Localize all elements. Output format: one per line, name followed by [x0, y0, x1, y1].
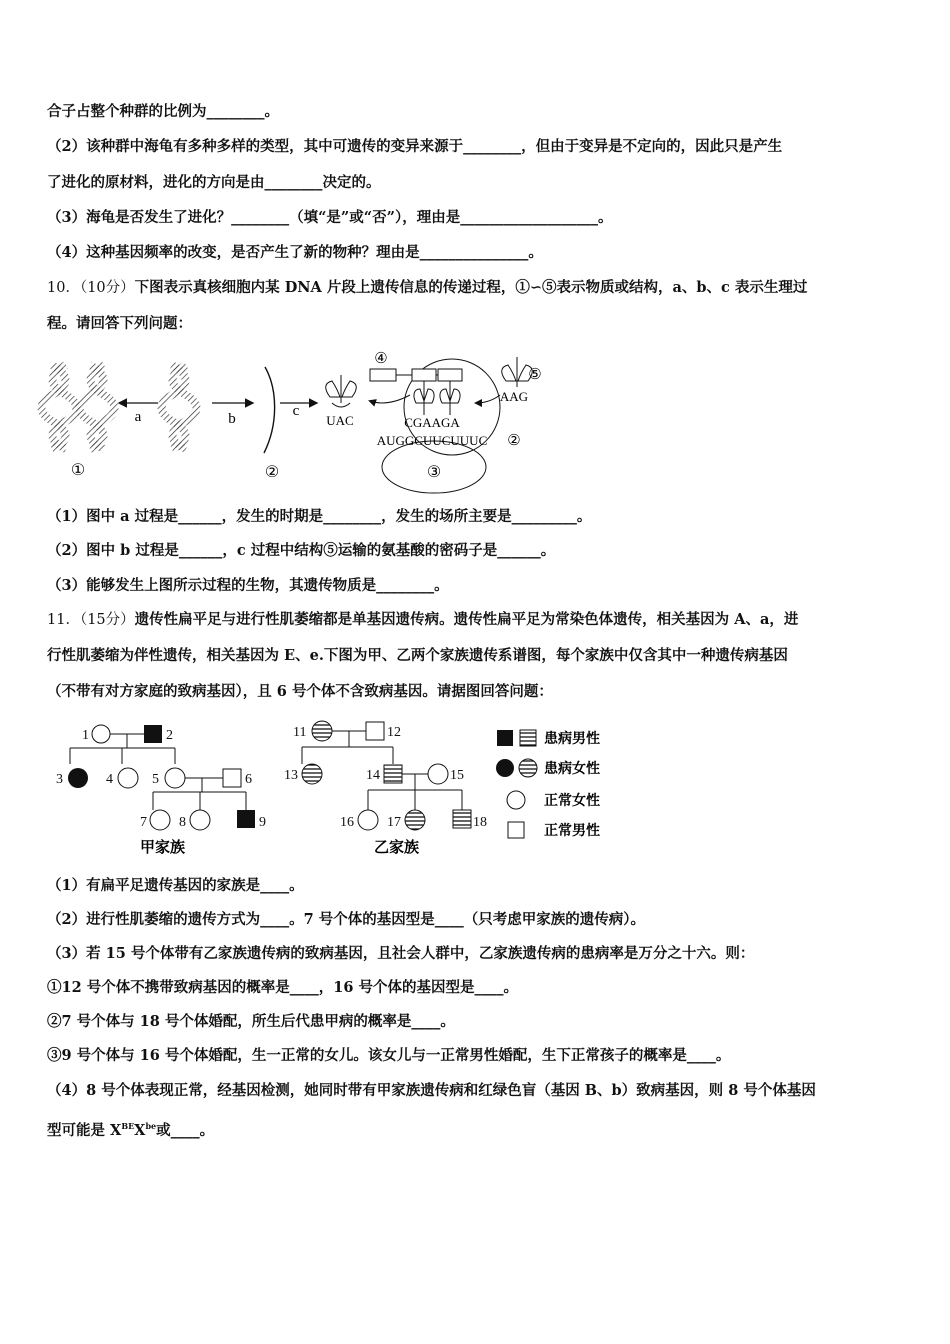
id-16: 16: [340, 815, 354, 830]
dna-helix-middle: [162, 365, 197, 449]
label-c: c: [292, 403, 300, 419]
q11-stem1: 遗传性扁平足与进行性肌萎缩都是单基因遗传病。遗传性扁平足为常染色体遗传，相关基因为 A、a，进: [134, 611, 799, 628]
individual-11: [312, 721, 332, 741]
pedigree-figure: [50, 712, 630, 862]
label-num3: ③: [426, 464, 442, 481]
genotype-sup-1: BE: [121, 1121, 135, 1131]
q9-line2: 了进化的原材料，进化的方向是由________决定的。: [47, 174, 381, 191]
individual-8: [190, 810, 210, 830]
q10-sub2: （2）图中 b 过程是______，c 过程中结构⑤运输的氨基酸的密码子是______。: [47, 542, 556, 559]
id-8: 8: [179, 815, 186, 830]
family-b-label: 乙家族: [374, 838, 420, 856]
q10-sub3: （3）能够发生上图所示过程的生物，其遗传物质是________。: [47, 577, 449, 594]
id-14: 14: [366, 768, 380, 783]
individual-3: [68, 768, 88, 788]
id-7: 7: [140, 815, 147, 830]
trna-in-ribosome: [414, 381, 460, 415]
pedigree-legend: [496, 730, 600, 839]
q11-sub4-pre: 型可能是 X: [47, 1122, 122, 1139]
q11-stem3: （不带有对方家庭的致病基因），且 6 号个体不含致病基因。请据图回答问题：: [47, 683, 553, 700]
id-1: 1: [82, 728, 89, 743]
id-12: 12: [387, 725, 401, 740]
individual-2: [144, 725, 162, 743]
q11-stem2: 行性肌萎缩为伴性遗传，相关基因为 E、e.下图为甲、乙两个家族遗传系谱图，每个家族中仅含其中一种遗传病基因: [47, 647, 788, 664]
id-11: 11: [293, 725, 307, 740]
dna-process-figure: [40, 345, 540, 495]
individual-9: [237, 810, 255, 828]
trna-enter-arrow: [476, 395, 500, 403]
q11-sub1: （1）有扁平足遗传基因的家族是____。: [47, 877, 304, 894]
dna-helix-left-2: [80, 365, 115, 449]
id-4: 4: [106, 772, 113, 787]
id-15: 15: [450, 768, 464, 783]
q11-sub4-line1: （4）8 号个体表现正常，经基因检测，她同时带有甲家族遗传病和红绿色盲（基因 B、b）致病基因，则 8 号个体基因: [47, 1082, 816, 1099]
q11-sub4-post: 或____。: [156, 1122, 215, 1139]
id-2: 2: [166, 728, 173, 743]
id-17: 17: [387, 815, 401, 830]
q11-sub3: （3）若 15 号个体带有乙家族遗传病的致病基因，且社会人群中，乙家族遗传病的患病率是万分之十六。则：: [47, 945, 755, 962]
id-5: 5: [152, 772, 159, 787]
q9-line0: 合子占整个种群的比例为________。: [47, 103, 279, 120]
q11-sub3-3: ③9 号个体与 16 号个体婚配，生一正常的女儿。该女儿与一正常男性婚配，生下正常孩子的概率是____。: [47, 1047, 731, 1064]
q11-sub3-2: ②7 号个体与 18 号个体婚配，所生后代患甲病的概率是____。: [47, 1013, 455, 1030]
family-a-label: 甲家族: [140, 838, 186, 856]
label-num4: ④: [374, 351, 388, 367]
id-18: 18: [473, 815, 487, 830]
individual-16: [358, 810, 378, 830]
q9-line3: （3）海龟是否发生了进化？________（填“是”或“否”），理由是___________________。: [47, 209, 613, 226]
q10-stem1: 下图表示真核细胞内某 DNA 片段上遗传信息的传递过程，①∽⑤表示物质或结构，a、b、c 表示生理过: [134, 279, 808, 296]
individual-7: [150, 810, 170, 830]
q11-sub3-1: ①12 号个体不携带致病基因的概率是____，16 号个体的基因型是____。: [47, 979, 518, 996]
label-num2-right: ②: [507, 433, 521, 449]
q10-stem2: 程。请回答下列问题：: [47, 315, 192, 332]
label-num2-left: ②: [264, 464, 280, 481]
individual-18: [453, 810, 471, 828]
individual-14: [384, 765, 402, 783]
legend-affected-female: 患病女性: [544, 761, 600, 777]
q9-line1: （2）该种群中海龟有多种多样的类型，其中可遗传的变异来源于________，但由于变异是不定向的，因此只是产生: [47, 138, 783, 155]
individual-15: [428, 764, 448, 784]
q11-number: 11．（15分）: [47, 612, 135, 628]
peptide-box-3: [438, 369, 462, 381]
anticodon-aag: AAG: [499, 389, 529, 404]
legend-normal-male: 正常男性: [544, 823, 600, 839]
id-13: 13: [284, 768, 298, 783]
individual-1: [92, 725, 110, 743]
q10-stem-line1: [47, 278, 906, 298]
individual-12: [366, 722, 384, 740]
anticodon-uac: UAC: [326, 413, 354, 428]
mrna-strand: [264, 367, 275, 453]
label-a: a: [134, 409, 142, 425]
q11-sub2: （2）进行性肌萎缩的遗传方式为____。7 号个体的基因型是____（只考虑甲家族的遗传病）。: [47, 911, 645, 928]
individual-13: [302, 764, 322, 784]
q11-sub4-mid: X: [134, 1122, 146, 1139]
label-num1: ①: [70, 462, 86, 479]
peptide-box-1: [370, 369, 396, 381]
legend-affected-male: 患病男性: [544, 731, 600, 747]
q11-stem-line1: [47, 610, 906, 630]
legend-normal-female: 正常女性: [544, 793, 600, 809]
trna-left: [326, 375, 357, 407]
trna-bases: CGAAGA: [404, 415, 460, 430]
peptide-box-2: [412, 369, 436, 381]
individual-4: [118, 768, 138, 788]
genotype-sup-2: be: [145, 1121, 157, 1131]
label-b: b: [228, 411, 236, 427]
individual-17: [405, 810, 425, 830]
dna-helix-left-1: [42, 365, 77, 449]
id-3: 3: [56, 772, 63, 787]
id-9: 9: [259, 815, 266, 830]
id-6: 6: [245, 772, 252, 787]
q11-sub4-line2: [47, 1116, 906, 1141]
q9-line4: （4）这种基因频率的改变，是否产生了新的物种？理由是_______________。: [47, 244, 543, 261]
q10-sub1: （1）图中 a 过程是______，发生的时期是________，发生的场所主要是_________。: [47, 508, 592, 525]
label-num5: ⑤: [528, 367, 542, 383]
individual-6: [223, 769, 241, 787]
individual-5: [165, 768, 185, 788]
mrna-sequence: AUGGCUUCUUUC: [376, 433, 488, 448]
q10-number: 10．（10分）: [47, 280, 135, 296]
